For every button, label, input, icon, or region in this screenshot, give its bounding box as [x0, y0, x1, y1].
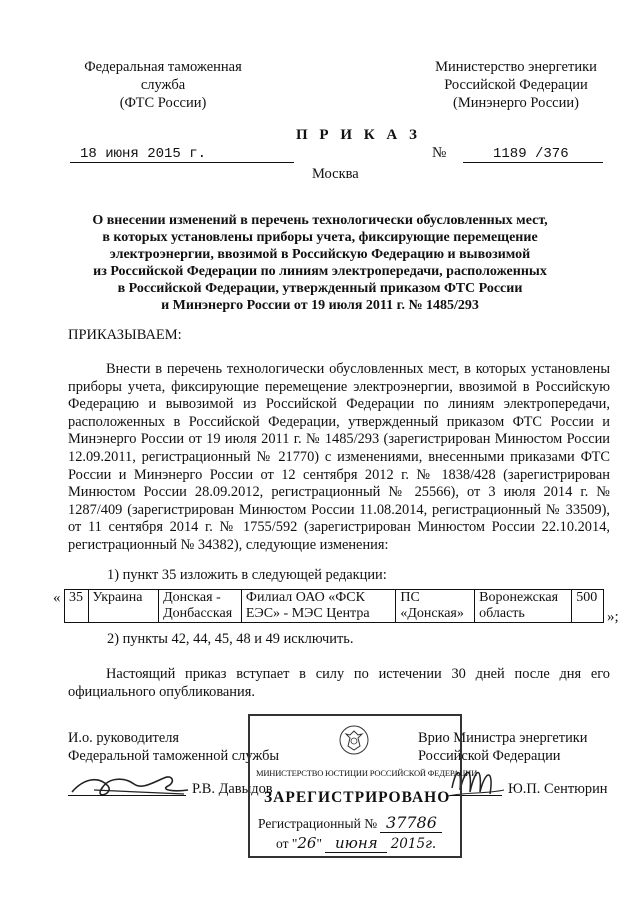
header-left [58, 58, 268, 112]
header-right-line1: Министерство энергетики [435, 59, 597, 75]
final-paragraph-text: Настоящий приказ вступает в силу по истечении 30 дней после дня его официального опубликования. [68, 666, 610, 700]
subject-line: из Российской Федерации по линиям электропередачи, расположенных [93, 264, 547, 279]
item-1: 1) пункт 35 изложить в следующей редакции: [107, 567, 387, 583]
stamp-date-row [276, 834, 436, 853]
order-word: ПРИКАЗЫВАЕМ: [68, 327, 182, 343]
subject-line: и Минэнерго России от 19 июля 2011 г. № 1485/293 [161, 298, 479, 313]
header-left-line2: служба [140, 77, 186, 93]
header-left-line3: (ФТС России) [119, 95, 207, 111]
order-number: 1189 /376 [463, 146, 603, 163]
order-city: Москва [312, 166, 359, 182]
table-cell-region: Воронежская область [475, 590, 572, 623]
header-left-line1: Федеральная таможенная [84, 59, 242, 75]
stamp-reg-number: 37786 [380, 813, 442, 833]
header-right [405, 58, 627, 112]
table-cell-number: 35 [65, 590, 89, 623]
header-right-line3: (Минэнерго России) [453, 95, 579, 111]
stamp-ministry: МИНИСТЕРСТВО ЮСТИЦИИ РОССИЙСКОЙ ФЕДЕРАЦИИ [256, 768, 478, 778]
stamp-month: июня [325, 834, 387, 853]
table-cell-substation: ПС «Донская» [396, 590, 475, 623]
left-signatory-title-line2: Федеральной таможенной службы [68, 748, 280, 764]
left-signatory-name: Р.В. Давыдов [192, 781, 273, 797]
subject-line: электроэнергии, ввозимой в Российскую Федерацию и вывозимой [109, 247, 531, 262]
order-title: П Р И К А З [296, 127, 421, 143]
subject-line: в Российской Федерации, утвержденный приказом ФТС России [117, 281, 523, 296]
stamp-year: 2015г. [390, 836, 437, 852]
table-cell-country: Украина [88, 590, 159, 623]
table-open-quote: « [53, 590, 61, 606]
stamp-day: 26 [297, 834, 317, 852]
left-signature-line [68, 795, 186, 796]
order-number-sign: № [432, 145, 447, 161]
right-signatory-title-line1: Врио Министра энергетики [418, 730, 588, 746]
table-close-quote: »; [607, 609, 619, 625]
right-signatory-name: Ю.П. Сентюрин [508, 781, 608, 797]
stamp-reg-row [258, 813, 442, 833]
main-paragraph [68, 361, 610, 555]
subject-line: в которых установлены приборы учета, фиксирующие перемещение [102, 230, 538, 245]
stamp-reg-label: Регистрационный № [258, 816, 378, 831]
coat-of-arms-emblem [336, 722, 372, 758]
stamp-date-mid: " [316, 836, 322, 851]
registration-stamp [248, 714, 478, 858]
main-paragraph-text: Внести в перечень технологически обусловленных мест, в которых установлены приборы учета, фиксирующие перемещение электроэнергии, ввозимой в Российскую Федерацию и вывозимой из Российской Федерации по линиям электропередачи, расположенных в Российской Федерации, утвержденный приказом ФТС России и Минэнерго России от 19 июля 2011 г. № 1485/293 (зарегистрирован Минюстом России 12.09.2011, регистрационный № 21770) с изменениями, внесенными приказами ФТС России и Минэнерго России от 12 сентября 2012 г. № 1838/428 (зарегистрирован Минюстом России 28.09.2012, регистрационный № 25566), от 3 июля 2014 г. № 1287/409 (зарегистрирован Минюстом России 11.08.2014, регистрационный № 33509), от 11 сентября 2014 г. № 1755/592 (зарегистрирован Минюстом России 22.10.2014, регистрационный № 34382), следующие изменения: [68, 361, 610, 553]
stamp-date-prefix: от " [276, 836, 298, 851]
left-signatory-title-line1: И.о. руководителя [68, 730, 180, 746]
order-subject [60, 212, 580, 314]
header-right-line2: Российской Федерации [444, 77, 588, 93]
order-date: 18 июня 2015 г. [70, 146, 294, 163]
item-2: 2) пункты 42, 44, 45, 48 и 49 исключить. [107, 631, 354, 647]
table-row [65, 590, 604, 623]
left-signature-image [64, 764, 194, 804]
table-cell-line: Донская - Донбасская [159, 590, 242, 623]
final-paragraph [68, 666, 610, 701]
amendment-table [64, 589, 604, 623]
table-cell-owner: Филиал ОАО «ФСК ЕЭС» - МЭС Центра [241, 590, 395, 623]
stamp-registered: ЗАРЕГИСТРИРОВАНО [264, 789, 451, 806]
subject-line: О внесении изменений в перечень технологически обусловленных мест, [92, 213, 548, 228]
right-signatory-title-line2: Российской Федерации [418, 748, 561, 764]
table-cell-voltage: 500 [572, 590, 604, 623]
